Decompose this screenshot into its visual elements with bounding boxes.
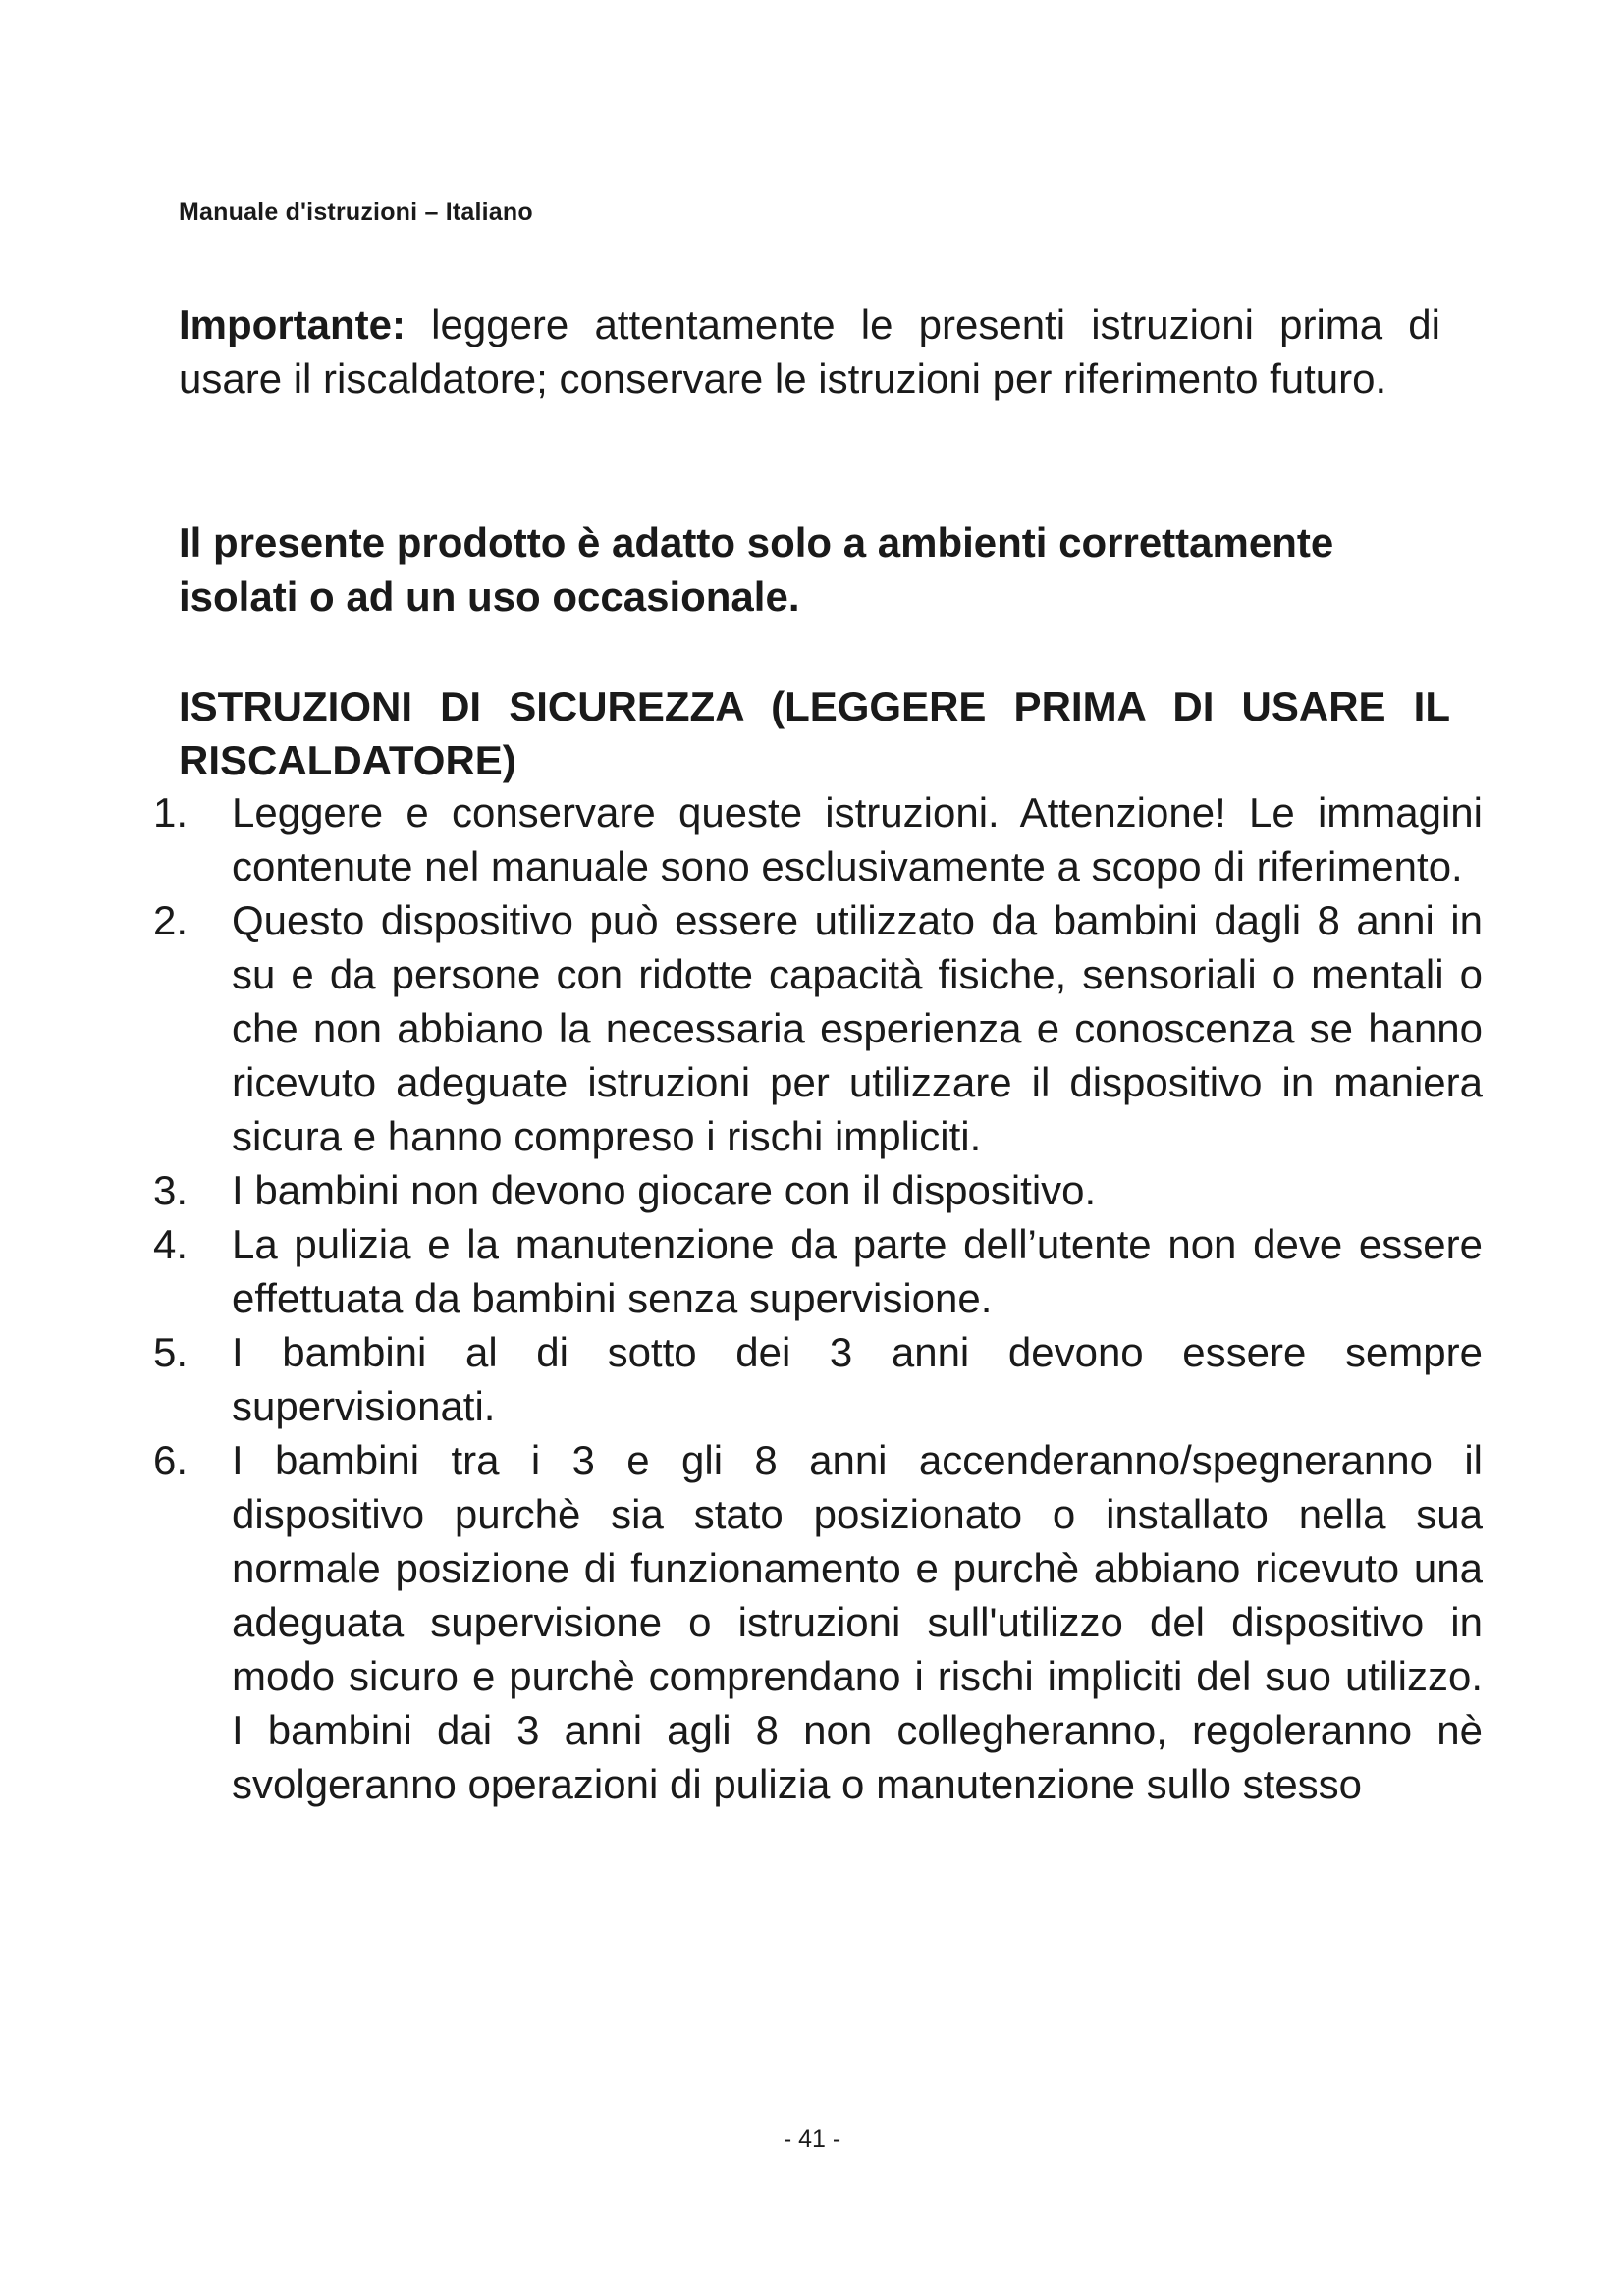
page-number: - 41 - bbox=[783, 2125, 841, 2153]
safety-instructions-list bbox=[147, 785, 1483, 1811]
intro-lead: Importante: bbox=[179, 301, 406, 347]
list-item bbox=[147, 1217, 1483, 1325]
intro-paragraph bbox=[179, 297, 1440, 405]
list-item-text: La pulizia e la manutenzione da parte dell’utente non deve essere effettuata da bambini senza supervisione. bbox=[232, 1221, 1483, 1321]
list-item-number: 5. bbox=[153, 1329, 189, 1375]
list-item-text: I bambini al di sotto dei 3 anni devono essere sempre supervisionati. bbox=[232, 1329, 1483, 1429]
list-item-number: 2. bbox=[153, 897, 189, 943]
list-item-number: 4. bbox=[153, 1221, 189, 1267]
list-item-number: 6. bbox=[153, 1437, 189, 1483]
list-item-text: I bambini non devono giocare con il dispositivo. bbox=[232, 1167, 1097, 1213]
list-item bbox=[147, 785, 1483, 893]
list-item bbox=[147, 893, 1483, 1163]
list-item-number: 3. bbox=[153, 1167, 189, 1213]
list-item-text: Questo dispositivo può essere utilizzato da bambini dagli 8 anni in su e da persone con ridotte capacità fisiche, sensoriali o mentali o che non abbiano la necessaria esperienza e conoscenza se hanno ricevuto adeguate istruzioni per utilizzare il dispositivo in maniera sicura e hanno compreso i rischi impliciti. bbox=[232, 897, 1483, 1159]
running-header: Manuale d'istruzioni – Italiano bbox=[179, 198, 533, 226]
list-item bbox=[147, 1163, 1483, 1217]
list-item bbox=[147, 1433, 1483, 1811]
section-title: ISTRUZIONI DI SICUREZZA (LEGGERE PRIMA DI USARE IL RISCALDATORE) bbox=[179, 683, 1450, 783]
list-item bbox=[147, 1325, 1483, 1433]
suitability-note: Il presente prodotto è adatto solo a ambienti correttamente isolati o ad un uso occasionale. bbox=[179, 519, 1334, 619]
intro-text: leggere attentamente le presenti istruzioni prima di usare il riscaldatore; conservare le istruzioni per riferimento futuro. bbox=[179, 301, 1440, 401]
list-item-text: I bambini tra i 3 e gli 8 anni accenderanno/spegneranno il dispositivo purchè sia stato posizionato o installato nella sua normale posizione di funzionamento e purchè abbiano ricevuto una adeguata supervisione o istruzioni sull'utilizzo del dispositivo in modo sicuro e purchè comprendano i rischi impliciti del suo utilizzo. I bambini dai 3 anni agli 8 non collegheranno, regoleranno nè svolgeranno operazioni di pulizia o manutenzione sullo stesso bbox=[232, 1437, 1483, 1807]
list-item-text: Leggere e conservare queste istruzioni. Attenzione! Le immagini contenute nel manuale sono esclusivamente a scopo di riferimento. bbox=[232, 789, 1483, 889]
list-item-number: 1. bbox=[153, 789, 189, 835]
